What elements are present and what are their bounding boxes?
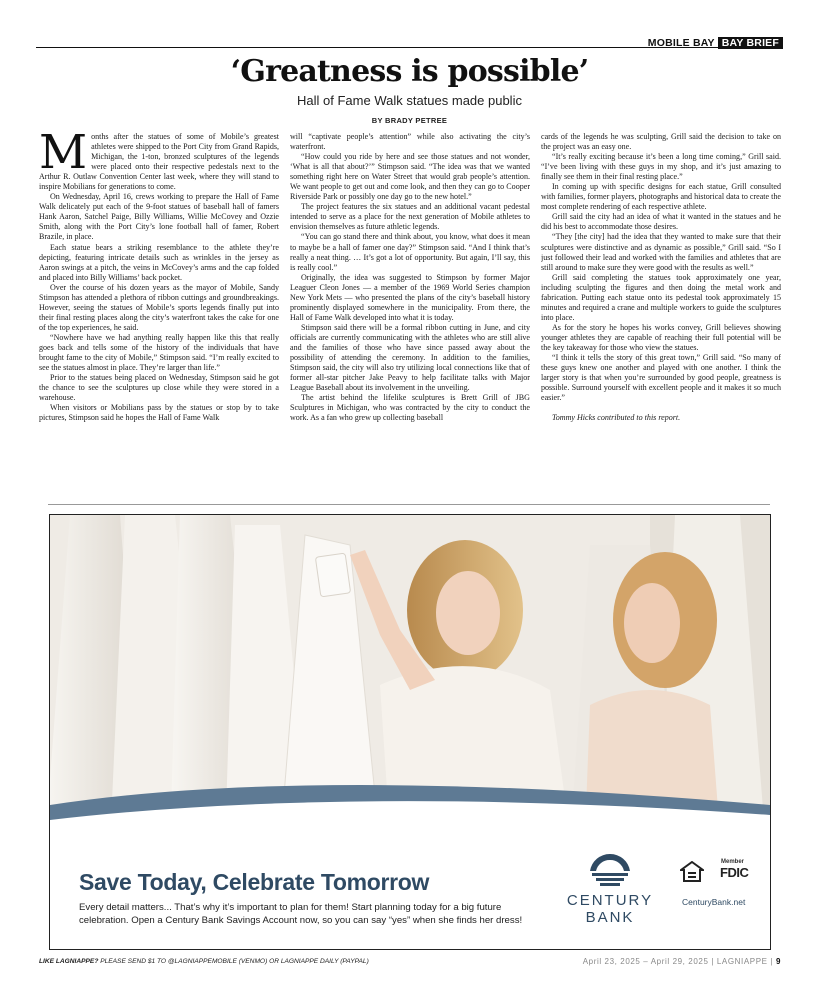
paragraph: “It’s really exciting because it’s been a long time coming,” Grill said. “I’ve been living with these guys in my shop, and it’s just amazing to finally see them in their final resting place.” bbox=[541, 152, 781, 182]
fdic-member-label: Member bbox=[721, 859, 745, 865]
section-name: MOBILE BAY bbox=[647, 37, 715, 49]
drop-cap: M bbox=[39, 132, 88, 180]
paragraph: cards of the legends he was sculpting, Grill said the decision to take on the project was an easy one. bbox=[541, 132, 781, 152]
century-bank-ad[interactable] bbox=[49, 514, 771, 950]
folio-separator: | bbox=[708, 957, 717, 966]
century-bank-emblem-icon bbox=[586, 851, 634, 887]
ad-photo-bridal-shop bbox=[50, 515, 770, 855]
paragraph: When visitors or Mobilians pass by the statues or stop by to take pictures, Stimpson said he hopes the Hall of Fame Walk bbox=[39, 403, 279, 423]
article-headline: ‘Greatness is possible’ bbox=[230, 54, 589, 89]
footer-donation-note bbox=[39, 958, 369, 965]
bank-name-line1: CENTURY bbox=[566, 892, 654, 909]
section-subname: BAY BRIEF bbox=[718, 37, 783, 49]
equal-housing-lender-icon bbox=[680, 861, 704, 883]
paragraph bbox=[39, 132, 279, 192]
ad-body-text: Every detail matters... That’s why it’s important to plan for them! Start planning today for a big future celebration. Open a Century Bank Savings Account now, so you can say “yes” when she finds her dress! bbox=[79, 902, 523, 926]
ad-divider bbox=[48, 504, 770, 505]
bridal-scene-illustration bbox=[50, 515, 770, 855]
paragraph: Grill said completing the statues took approximately one year, including sculpting the figures and then doing the metal work and fabrication. Putting each statue onto its pedestal took approximately 15 minutes and required a crane and multiple workers to guide the sculptures into place. bbox=[541, 272, 781, 322]
paragraph: Grill said the city had an idea of what it wanted in the statues and he did his best to accommodate those desires. bbox=[541, 212, 781, 232]
paragraph: Over the course of his dozen years as the mayor of Mobile, Sandy Stimpson has attended a plethora of ribbon cuttings and groundbreakings. However, seeing the statues of Mobile’s sports legends finally put into their final resting places along the city’s waterfront takes the cake for one of the top experiences, he said. bbox=[39, 282, 279, 332]
paragraph: “Nowhere have we had anything really happen like this that really goes back and tells some of the history of the individuals that have brought fame to the city of Mobile,” Stimpson said. “I’m really excited to see the statues almost in place. They’re larger than life.” bbox=[39, 332, 279, 373]
footer-donation-text: PLEASE SEND $1 TO @LAGNIAPPEMOBILE (VENMO) OR LAGNIAPPE DAILY (PAYPAL) bbox=[98, 958, 369, 965]
paragraph: As for the story he hopes his works convey, Grill believes showing younger athletes they are capable of reaching their full potential will be the key takeaway for those who view the statues. bbox=[541, 322, 781, 352]
ad-headline: Save Today, Celebrate Tomorrow bbox=[79, 869, 430, 895]
article-byline: BY BRADY PETREE bbox=[371, 116, 448, 125]
footer-donation-lead: LIKE LAGNIAPPE? bbox=[39, 958, 99, 965]
article-body bbox=[39, 132, 781, 500]
bank-website-link[interactable]: CenturyBank.net bbox=[682, 897, 746, 907]
paragraph: The artist behind the lifelike sculptures is Brett Grill of JBG Sculptures in Michigan, who was contracted by the city to conduct the work. As a fan who grew up collecting baseball bbox=[290, 393, 530, 423]
footer-folio bbox=[583, 957, 781, 966]
paragraph: Each statue bears a striking resemblance to the athlete they’re depicting, featuring intricate details such as wrinkles in the jersey as Aaron swings at a pitch, the veins in McCovey’s arms and the cap folded and placed into Billy Williams’ back pocket. bbox=[39, 242, 279, 282]
issue-dates: April 23, 2025 – April 29, 2025 bbox=[582, 957, 709, 966]
publication-name: LAGNIAPPE bbox=[716, 957, 768, 966]
contributor-credit: Tommy Hicks contributed to this report. bbox=[552, 413, 681, 423]
fdic-logo: FDIC bbox=[720, 865, 749, 880]
paragraph: will “captivate people’s attention” while also activating the city’s waterfront. bbox=[290, 132, 530, 152]
page-number: 9 bbox=[775, 957, 781, 966]
ad-copy bbox=[50, 845, 770, 949]
paragraph: In coming up with specific designs for each statue, Grill consulted with families, former players, photographs and historical data to create the most complete rendering of each respective athlete. bbox=[541, 182, 781, 212]
paragraph: On Wednesday, April 16, crews working to prepare the Hall of Fame Walk delicately put each of the 9-foot statues of baseball hall of famers Hank Aaron, Satchel Paige, Billy Williams, Willie McCovey and Ozzie Smith, along with the Port City’s lone football hall of famer, Robert Brazile, in place. bbox=[39, 192, 279, 242]
century-bank-logo[interactable] bbox=[555, 851, 665, 926]
paragraph-text: onths after the statues of some of Mobile’s greatest athletes were shipped to the Port City from Grand Rapids, Michigan, the 1-ton, bronzed sculptures of the legends were placed onto their respective pedestals next to the Arthur R. Outlaw Convention Center last week, where they will stand to inspire Mobilians for generations to come. bbox=[39, 132, 279, 192]
paragraph: Originally, the idea was suggested to Stimpson by former Major Leaguer Cleon Jones — a member of the 1969 World Series champion New York Mets — who presented the plans of the city’s baseball history prominently displayed somewhere in the municipality. From there, the Hall of Fame Walk developed into what it is today. bbox=[290, 272, 530, 322]
paragraph: Prior to the statues being placed on Wednesday, Stimpson said he got the chance to see the sculptures up close while they were stored in a warehouse. bbox=[39, 373, 279, 403]
paragraph: “How could you ride by here and see those statues and not wonder, ‘What is all that about?’” Stimpson said. “The idea was that we wanted something right here on Water Street that would grab people’s attention. We want people to get out and come look, and then they can go to Cooper Riverside Park or possibly one day go to the new hotel.” bbox=[290, 152, 530, 202]
paragraph: “You can go stand there and think about, you know, what does it mean to maybe be a hall of famer one day?” Stimpson said. “And I think that’s really a neat thing. … It’s got a lot of opportunity. But again, I’ll say, this is really cool.” bbox=[290, 232, 530, 272]
paragraph: The project features the six statues and an additional vacant pedestal intended to serve as a place for the next generation of Mobile athletes to envision themselves as future athletic legends. bbox=[290, 202, 530, 232]
section-tag bbox=[648, 37, 783, 49]
paragraph: Stimpson said there will be a formal ribbon cutting in June, and city officials are currently communicating with the athletes who are still alive and the families of those who have since passed away about the possibility of attending the ceremony. In addition to the families, Stimpson said, the city will also try utilizing local connections like that of former all-star pitcher Jake Peavy to help facilitate talks with Major League Baseball about its involvement in the unveiling. bbox=[290, 322, 530, 393]
bank-name-line2: BANK bbox=[585, 909, 635, 926]
paragraph: “I think it tells the story of this great town,” Grill said. “So many of these guys knew one another and played with one another. I think the larger story is that when you’re surrounded by good people, greatness is possible. Surround yourself with excellent people and it makes it so much easier.” bbox=[541, 353, 781, 403]
paragraph: “They [the city] had the idea that they wanted to make sure that their sculptures were distinctive and as dynamic as possible,” Grill said. “So I just followed their lead and worked with the families and athletes that are still around to make sure they were good with the results as well.” bbox=[541, 232, 781, 272]
folio-separator: | bbox=[767, 957, 776, 966]
article-column-3 bbox=[541, 132, 781, 500]
article-column-1 bbox=[39, 132, 279, 500]
article-subhead: Hall of Fame Walk statues made public bbox=[297, 93, 522, 108]
article-column-2 bbox=[290, 132, 530, 500]
